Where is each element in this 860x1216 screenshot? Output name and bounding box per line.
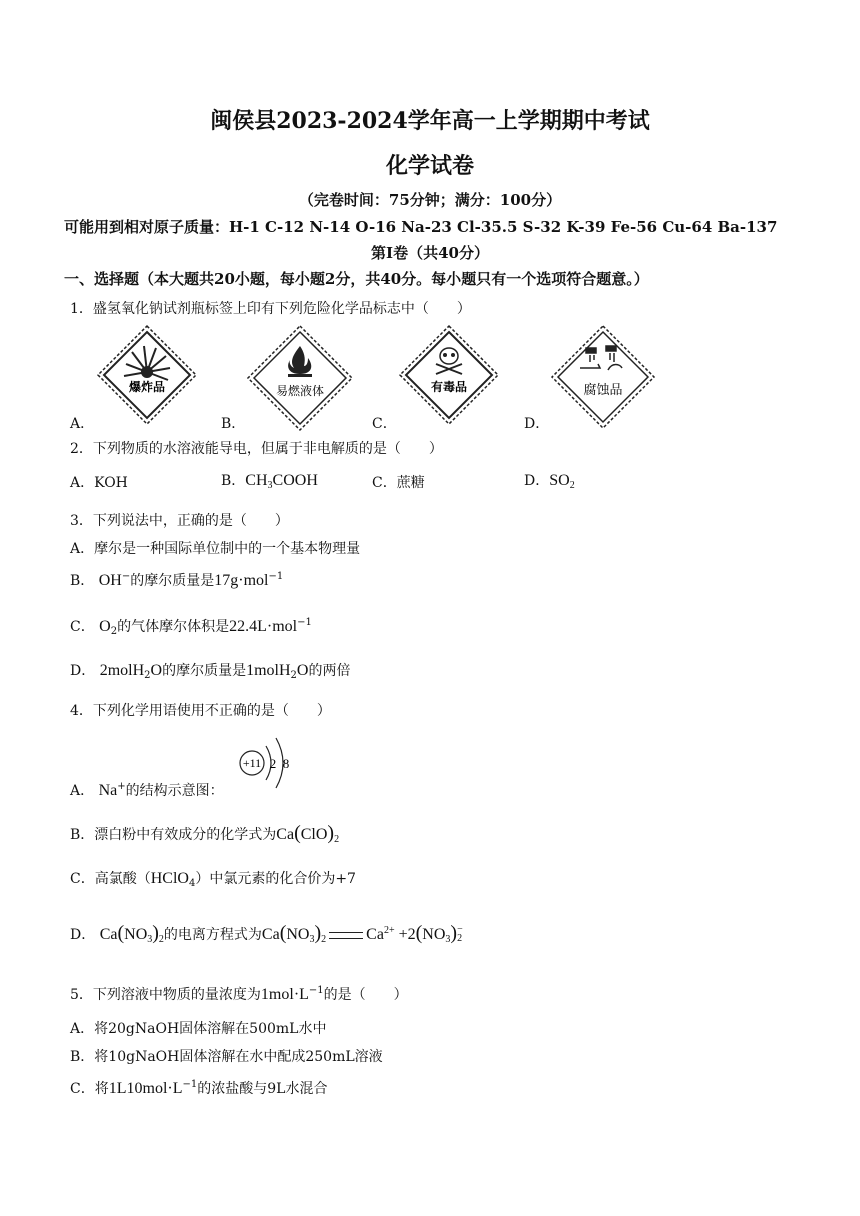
option-text: KOH: [94, 475, 128, 491]
q3-option-a[interactable]: A．摩尔是一种国际单位制中的一个基本物理量: [70, 541, 361, 557]
formula-part: Ca: [276, 826, 295, 843]
option-label: B．: [70, 573, 95, 589]
formula-part: NO: [422, 926, 446, 943]
q4-option-a[interactable]: [70, 780, 224, 800]
option-label: D．: [524, 473, 550, 489]
formula-part: NO: [124, 926, 148, 943]
section-title: 一、选择题（本大题共20小题，每小题2分，共40分。每小题只有一个选项符合题意。）: [64, 270, 649, 288]
q3-option-c[interactable]: [70, 616, 312, 637]
paren: (: [294, 822, 301, 844]
q1-option-c[interactable]: C．: [372, 416, 397, 432]
sub-sup-stack: [457, 925, 463, 943]
q5-option-b[interactable]: B．将10gNaOH固体溶解在水中配成250mL溶液: [70, 1049, 383, 1065]
option-label: C．: [372, 475, 397, 491]
nucleus-charge: +11: [242, 756, 262, 770]
formula-part: +2: [398, 926, 416, 943]
formula: [261, 922, 327, 945]
option-text: B．漂白粉中有效成分的化学式为: [70, 827, 277, 843]
exam-title: 闽侯县2023-2024学年高一上学期期中考试: [210, 108, 650, 134]
hazard-sign-flammable: [246, 324, 354, 432]
q1-option-d[interactable]: D．: [524, 416, 550, 432]
exam-info: （完卷时间：75分钟；满分：100分）: [298, 191, 562, 209]
formula-part: Ca: [366, 926, 384, 943]
subscript: 2: [158, 934, 164, 945]
subscript: 3: [267, 480, 273, 491]
superscript: −1: [297, 617, 312, 628]
option-text: 的摩尔质量是: [130, 573, 215, 589]
stem-text: 的是（ ）: [323, 987, 408, 1003]
formula: [99, 922, 164, 945]
q4-option-c[interactable]: [70, 868, 356, 889]
formula: 2molH: [99, 662, 145, 679]
q2-option-d[interactable]: [524, 470, 575, 491]
question-5-stem: [70, 984, 408, 1004]
option-label: D．: [70, 663, 96, 679]
question-1-stem: 1．盛氢氧化钠试剂瓶标签上印有下列危险化学品标志中（ ）: [70, 301, 471, 317]
formula-part: NO: [286, 926, 310, 943]
atomic-masses: 可能用到相对原子质量：H-1 C-12 N-14 O-16 Na-23 Cl-35.5 S-32 K-39 Fe-56 Cu-64 Ba-137: [64, 218, 778, 236]
question-2-stem: 2．下列物质的水溶液能导电，但属于非电解质的是（ ）: [70, 441, 443, 457]
subject-title: 化学试卷: [385, 153, 474, 179]
option-text: 的浓盐酸与9L水混合: [197, 1081, 328, 1097]
formula: O: [150, 662, 163, 679]
shell-electrons: 2: [269, 756, 277, 771]
subscript: 2: [290, 670, 297, 681]
subscript: 2: [144, 670, 151, 681]
superscript: −1: [182, 1079, 198, 1090]
option-label: D．: [70, 927, 96, 943]
paren: ): [450, 922, 458, 944]
q2-option-a[interactable]: [70, 472, 128, 492]
subscript: 4: [188, 878, 196, 889]
formula: 1L10mol·L: [108, 1080, 183, 1097]
formula: [549, 472, 574, 489]
paren: ): [314, 922, 322, 944]
formula: [276, 822, 340, 845]
part-title: 第Ⅰ卷（共40分）: [371, 244, 489, 262]
subscript: 3: [147, 934, 153, 945]
formula-part: Ca: [261, 926, 280, 943]
superscript: +: [117, 781, 126, 792]
option-label: A．: [70, 783, 95, 799]
hazard-sign-explosive: [96, 324, 198, 426]
shell-electrons: 8: [282, 756, 290, 771]
formula-part: COOH: [272, 472, 318, 489]
paren: (: [279, 922, 287, 944]
q3-option-d[interactable]: [70, 660, 350, 681]
formula-part: Ca: [99, 926, 118, 943]
formula: 17g·mol: [214, 572, 269, 589]
q5-option-c[interactable]: [70, 1078, 327, 1098]
option-text: 的气体摩尔体积是: [117, 619, 230, 635]
option-label: C．: [70, 619, 95, 635]
paren: ): [327, 822, 335, 844]
paren: (: [117, 922, 125, 944]
subscript: 3: [445, 934, 451, 945]
formula: O: [296, 662, 309, 679]
sign-label: 爆炸品: [128, 380, 166, 394]
hazard-sign-corrosive: [550, 324, 656, 430]
sodium-ion-structure-diagram: [236, 732, 300, 794]
formula: [366, 922, 463, 945]
subscript: 3: [309, 934, 315, 945]
superscript: 2+: [383, 925, 395, 936]
q2-option-c[interactable]: [372, 472, 425, 492]
superscript: −: [121, 571, 131, 582]
question-4-stem: 4．下列化学用语使用不正确的是（ ）: [70, 703, 331, 719]
paren: (: [415, 922, 423, 944]
q4-option-b[interactable]: [70, 822, 339, 845]
option-text: 蔗糖: [396, 475, 425, 491]
q1-option-b[interactable]: B．: [221, 416, 246, 432]
formula: [245, 472, 318, 489]
formula: Na: [98, 782, 118, 799]
formula-part: SO: [549, 472, 570, 489]
subscript: 2: [334, 834, 340, 845]
option-text: ）中氯元素的化合价为+7: [195, 871, 356, 887]
subscript: 2: [321, 934, 327, 945]
formula: 22.4L·mol: [229, 618, 298, 635]
sign-label: 易燃液体: [275, 384, 325, 398]
formula: O: [99, 618, 111, 635]
paren: ): [152, 922, 159, 944]
option-text: C．高氯酸（: [70, 871, 151, 887]
formula: HClO: [150, 870, 189, 887]
subscript: 2: [110, 626, 118, 637]
option-text: 的摩尔质量是: [162, 663, 247, 679]
formula: 1mol·L: [260, 986, 309, 1003]
stem-text: 5．下列溶液中物质的量浓度为: [70, 987, 261, 1003]
option-text: 的两倍: [308, 663, 351, 679]
superscript: −1: [308, 985, 324, 996]
superscript: −: [457, 924, 463, 935]
question-3-stem: 3．下列说法中，正确的是（ ）: [70, 513, 289, 529]
q5-option-a[interactable]: A．将20gNaOH固体溶解在500mL水中: [70, 1021, 327, 1037]
option-label: A．: [70, 475, 95, 491]
q2-option-b[interactable]: [221, 470, 318, 491]
subscript: 2: [569, 480, 575, 491]
sign-label: 腐蚀品: [583, 383, 623, 398]
option-text: 的结构示意图：: [125, 783, 224, 799]
formula: 1molH: [246, 662, 291, 679]
formula-part: CH: [245, 472, 268, 489]
equals-sign: [329, 932, 363, 939]
hazard-sign-toxic: [398, 324, 500, 426]
option-label: B．: [221, 473, 246, 489]
option-text: 的电离方程式为: [163, 927, 262, 943]
q4-option-d[interactable]: [70, 922, 463, 945]
subscript: 2: [457, 933, 463, 944]
option-text: C．将: [70, 1081, 109, 1097]
sign-label: 有毒品: [430, 380, 468, 394]
q3-option-b[interactable]: [70, 570, 283, 590]
formula: OH: [98, 572, 122, 589]
q1-option-a[interactable]: A．: [70, 416, 95, 432]
superscript: −1: [268, 571, 284, 582]
formula-part: ClO: [300, 826, 328, 843]
